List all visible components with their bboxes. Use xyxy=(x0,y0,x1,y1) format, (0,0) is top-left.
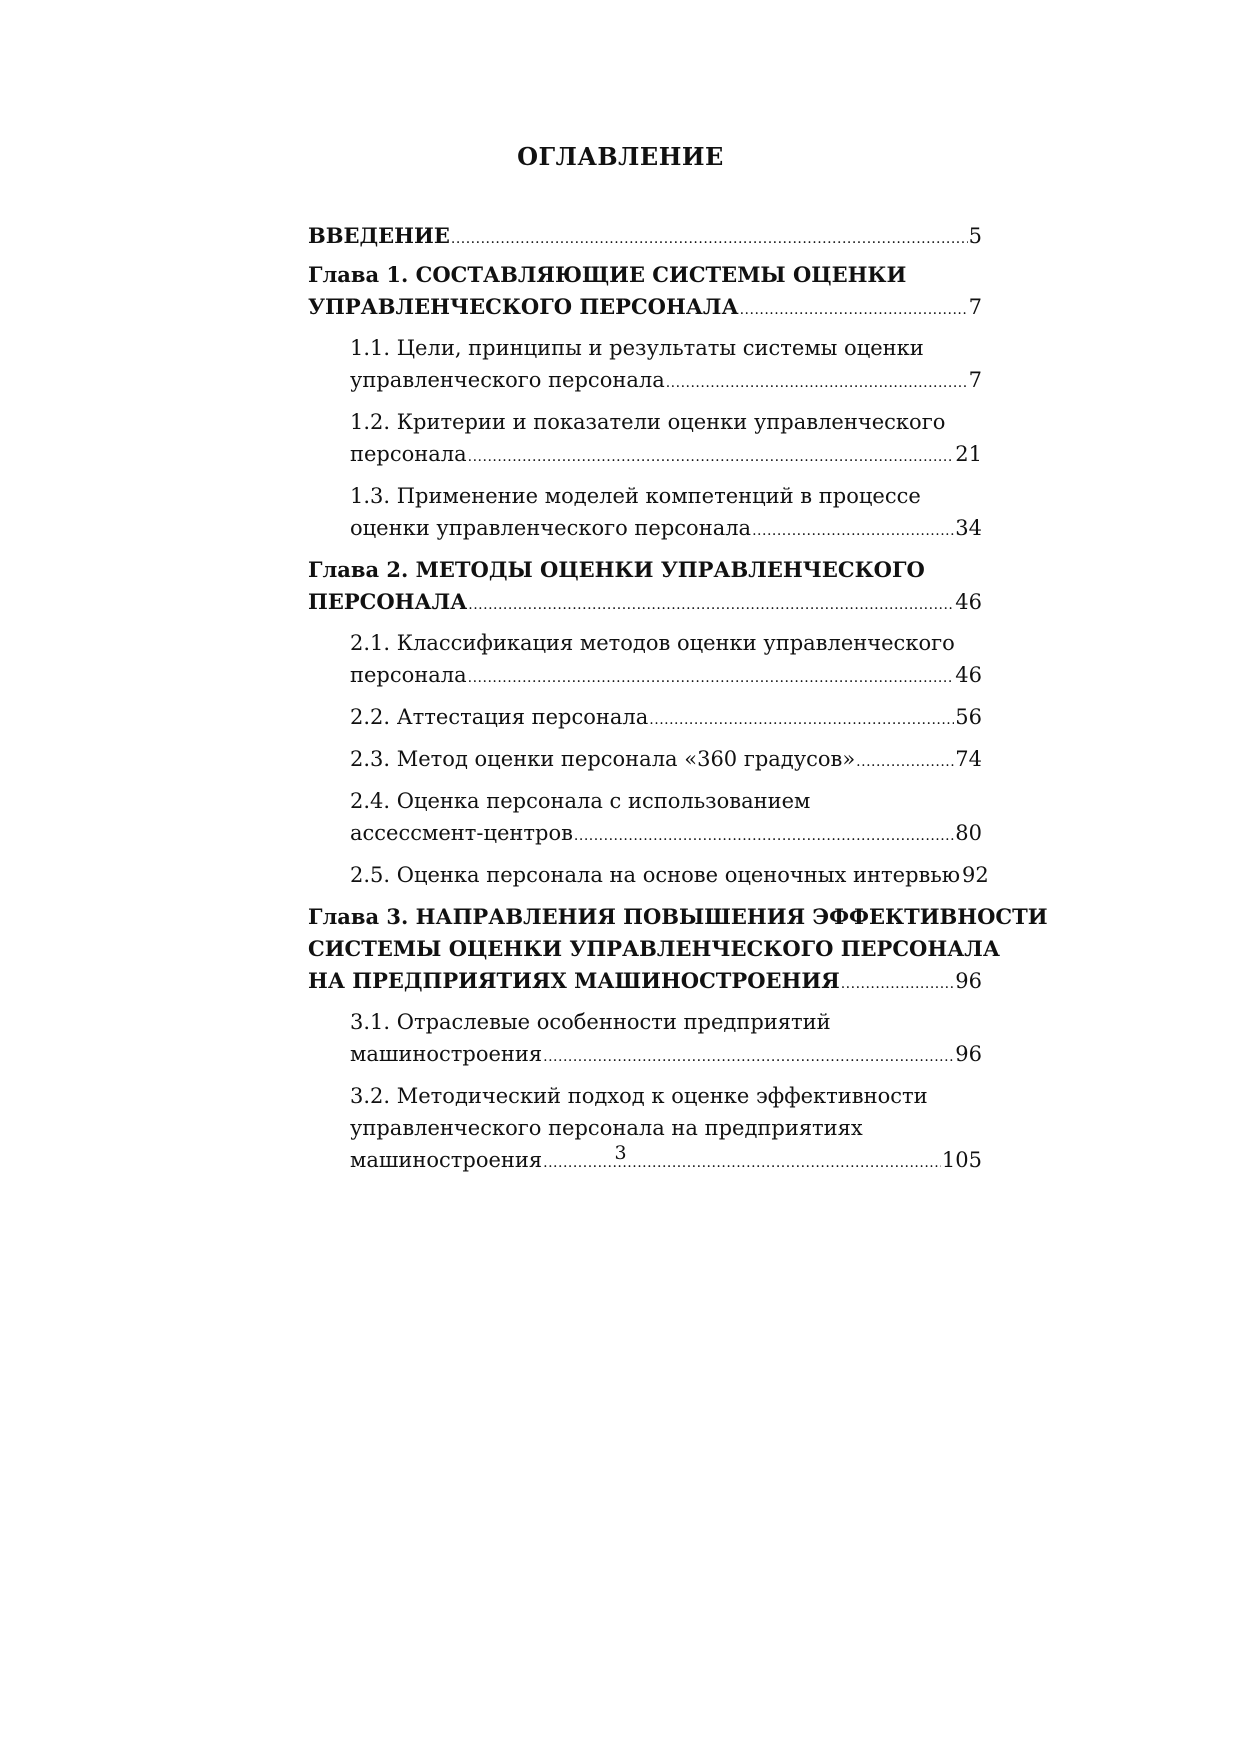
toc-entry-text: оценки управленческого персонала xyxy=(350,516,752,540)
toc-entry-text: ВВЕДЕНИЕ xyxy=(308,223,450,248)
toc-entry-text: машиностроения xyxy=(350,1042,543,1066)
toc-entry-text: 1.3. Применение моделей компетенций в процессе xyxy=(350,484,921,508)
table-of-contents xyxy=(308,220,1048,1186)
toc-page-number: 7 xyxy=(968,368,982,392)
toc-entry-text: 2.5. Оценка персонала на основе оценочных интервью xyxy=(350,863,961,887)
page-title: ОГЛАВЛЕНИЕ xyxy=(517,142,724,171)
dot-leader xyxy=(468,589,954,621)
toc-entry-text: Глава 2. МЕТОДЫ ОЦЕНКИ УПРАВЛЕНЧЕСКОГО xyxy=(308,557,925,582)
toc-page-number: 46 xyxy=(955,590,982,614)
toc-entry-text: машиностроения xyxy=(350,1148,543,1172)
toc-entry-section-1-3[interactable] xyxy=(350,480,982,547)
toc-entry-section-3-1[interactable] xyxy=(350,1006,982,1073)
dot-leader xyxy=(649,704,954,736)
dot-leader xyxy=(752,515,954,547)
toc-entry-text: 3.2. Методический подход к оценке эффективности xyxy=(350,1084,928,1108)
dot-leader xyxy=(574,820,954,852)
toc-entry-section-2-4[interactable] xyxy=(350,785,982,852)
toc-entry-text: персонала xyxy=(350,663,467,687)
toc-entry-text: ПЕРСОНАЛА xyxy=(308,589,468,614)
toc-entry-text: Глава 3. НАПРАВЛЕНИЯ ПОВЫШЕНИЯ ЭФФЕКТИВНОСТИ xyxy=(308,904,1048,929)
toc-entry-section-1-1[interactable] xyxy=(350,332,982,399)
toc-entry-text: 2.1. Классификация методов оценки управленческого xyxy=(350,631,955,655)
page-number: 3 xyxy=(614,1142,627,1164)
toc-page-number: 5 xyxy=(968,224,982,248)
toc-entry-text: УПРАВЛЕНЧЕСКОГО ПЕРСОНАЛА xyxy=(308,294,739,319)
toc-entry-section-2-3[interactable] xyxy=(350,743,982,778)
toc-page-number: 92 xyxy=(962,863,989,887)
toc-entry-text: Глава 1. СОСТАВЛЯЮЩИЕ СИСТЕМЫ ОЦЕНКИ xyxy=(308,262,907,287)
dot-leader xyxy=(666,367,968,399)
toc-entry-text: управленческого персонала xyxy=(350,368,665,392)
toc-entry-section-2-5[interactable] xyxy=(350,859,989,894)
toc-entry-text: 2.3. Метод оценки персонала «360 градусов» xyxy=(350,747,856,771)
toc-page-number: 46 xyxy=(955,663,982,687)
dot-leader xyxy=(451,223,968,255)
toc-page-number: 56 xyxy=(955,705,982,729)
toc-entry-text: 2.4. Оценка персонала с использованием xyxy=(350,789,811,813)
toc-entry-text: 2.2. Аттестация персонала xyxy=(350,705,649,729)
dot-leader xyxy=(740,294,968,326)
toc-page-number: 96 xyxy=(955,1042,982,1066)
toc-entry-text: ассессмент-центров xyxy=(350,821,573,845)
toc-entry-text: 1.1. Цели, принципы и результаты системы оценки xyxy=(350,336,924,360)
toc-entry-chapter-1[interactable] xyxy=(308,259,982,326)
dot-leader xyxy=(856,746,954,778)
toc-entry-section-1-2[interactable] xyxy=(350,406,982,473)
toc-entry-text: персонала xyxy=(350,442,467,466)
toc-page-number: 7 xyxy=(968,295,982,319)
toc-entry-chapter-3[interactable] xyxy=(308,901,1048,1000)
dot-leader xyxy=(841,968,955,1000)
toc-page-number: 105 xyxy=(941,1148,982,1172)
toc-page-number: 21 xyxy=(955,442,982,466)
toc-entry-text: СИСТЕМЫ ОЦЕНКИ УПРАВЛЕНЧЕСКОГО ПЕРСОНАЛА xyxy=(308,936,1000,961)
toc-entry-text: 1.2. Критерии и показатели оценки управленческого xyxy=(350,410,946,434)
dot-leader xyxy=(468,441,955,473)
toc-entry-text: НА ПРЕДПРИЯТИЯХ МАШИНОСТРОЕНИЯ xyxy=(308,968,840,993)
toc-page-number: 34 xyxy=(955,516,982,540)
toc-page-number: 80 xyxy=(955,821,982,845)
toc-entry-text: управленческого персонала на предприятиях xyxy=(350,1116,863,1140)
toc-entry-section-3-2[interactable] xyxy=(350,1080,982,1179)
toc-entry-section-2-1[interactable] xyxy=(350,627,982,694)
toc-page-number: 74 xyxy=(955,747,982,771)
dot-leader xyxy=(468,662,955,694)
dot-leader xyxy=(543,1041,954,1073)
toc-entry-text: 3.1. Отраслевые особенности предприятий xyxy=(350,1010,831,1034)
toc-entry-introduction[interactable] xyxy=(308,220,982,255)
toc-page-number: 96 xyxy=(955,969,982,993)
toc-entry-section-2-2[interactable] xyxy=(350,701,982,736)
toc-entry-chapter-2[interactable] xyxy=(308,554,982,621)
